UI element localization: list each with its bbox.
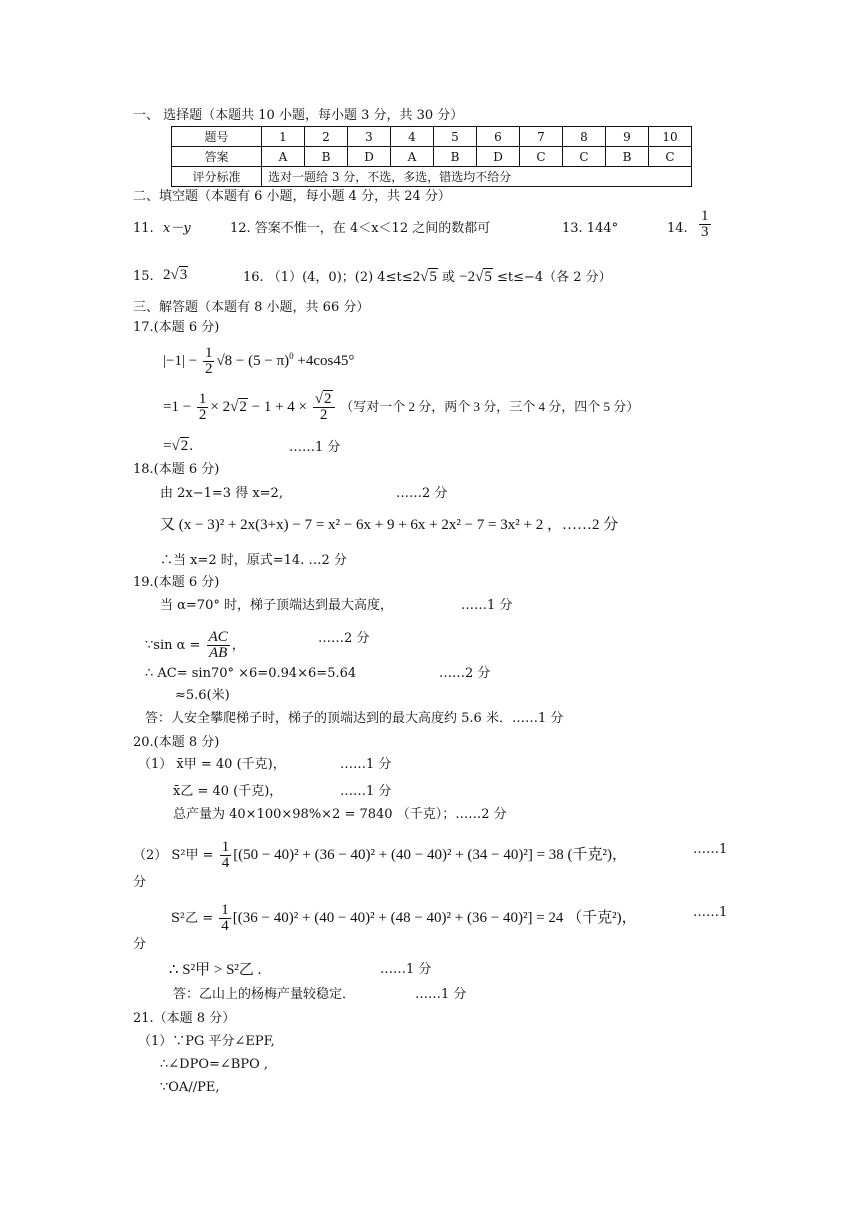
q20-var-yi-expr: [(36 − 40)² + (40 − 40)² + (48 − 40)² + (36 − 40)²] = 24 （千克²)， (232, 910, 637, 926)
q11-answer: x－y (163, 221, 191, 236)
table-cell: D (477, 147, 520, 167)
q20-line4 (133, 840, 627, 871)
section1-heading: 一、 选择题（本题共 10 小题，每小题 3 分，共 30 分） (133, 108, 464, 123)
table-cell: C (520, 147, 563, 167)
q14-number: 14. (667, 221, 688, 236)
q21-line3: ∵OA//PE, (160, 1080, 220, 1095)
q20-answer: 答：乙山上的杨梅产量较稳定． (173, 987, 356, 1002)
table-cell: 3 (348, 127, 391, 147)
q19-line1-score: ……1 分 (461, 598, 513, 613)
table-cell: C (649, 147, 692, 167)
q20-line1-score: ……1 分 (340, 757, 392, 772)
q20-line2-score: ……1 分 (340, 784, 392, 799)
table-cell: B (434, 147, 477, 167)
q17-radicand: 2 (239, 398, 247, 415)
q18-line2: 又 (x − 3)² + 2x(3+x) − 7 = x² − 6x + 9 + 6x + 2x² − 7 = 3x² + 2 ，……2 分 (160, 517, 619, 533)
q17-exponent: 0 (289, 350, 294, 361)
q15-radicand: 3 (179, 267, 188, 283)
q17-line3: =√2. (163, 438, 193, 454)
q16-mid: 或 (441, 270, 455, 285)
q20-line3: 总产量为 40×100×98%×2 = 7840 （千克）；……2 分 (173, 807, 507, 822)
q20-var-jia-expr: [(50 − 40)² + (36 − 40)² + (40 − 40)² + (34 − 40)²] = 38 (千克²)， (233, 847, 628, 863)
q16-a: 2 (412, 269, 421, 285)
table-row (172, 167, 692, 187)
q17-expr: 8 − (5 − π) (224, 352, 290, 369)
q19-line3-score: ……2 分 (439, 666, 491, 681)
table-cell: 4 (391, 127, 434, 147)
q16-prefix: 16. （1）(4，0)；(2) 4≤t≤ (243, 270, 413, 285)
fraction-numerator: 1 (701, 208, 709, 224)
q19-answer: 答：人安全攀爬梯子时，梯子的顶端达到的最大高度约 5.6 米．……1 分 (145, 711, 564, 726)
q19-line4: ≈5.6(米) (175, 688, 230, 703)
q17-abs: |−1| − (163, 352, 198, 369)
section2-heading: 二、填空题（本题有 6 小题，每小题 4 分，共 24 分） (133, 189, 451, 204)
q20-line4-cont: 分 (133, 875, 147, 890)
q16-answer: 16. （1）(4，0)；(2) 4≤t≤2√5 或 −2√5 ≤t≤−4（各 2 分） (243, 269, 612, 285)
q20-line6: ∴ S²甲 > S²乙 . (169, 962, 262, 978)
table-row (172, 127, 692, 147)
q18-title: 18.(本题 6 分) (133, 462, 220, 477)
table-cell: 1 (262, 127, 305, 147)
q20-line1: （1） x̄甲 = 40 (千克)， (138, 757, 286, 772)
q16-suffix: ≤t≤−4（各 2 分） (496, 270, 612, 285)
q20-line6-score: ……1 分 (380, 962, 432, 977)
q19-line2 (145, 630, 245, 661)
table-cell: 9 (606, 127, 649, 147)
fraction-numerator: 2 (324, 391, 332, 407)
q20-line4-score: ……1 (693, 842, 728, 857)
table-cell: A (262, 147, 305, 167)
q18-line1-score: ……2 分 (396, 486, 448, 501)
q20-line2: x̄乙 = 40 (千克)， (173, 784, 283, 799)
q17-step-b: × 2 (210, 398, 231, 415)
table-cell: 5 (434, 127, 477, 147)
table-row (172, 147, 692, 167)
fraction-denominator: 4 (221, 918, 229, 934)
table-cell: 8 (563, 127, 606, 147)
q11-number: 11. (133, 221, 154, 236)
q17-line2: =1 − $\frac{1}{2}$ × 2√2 − 1 + 4 × $\frac{√2}{2}$ （写对一个 2 分，两个 3 分，三个 4 分，四个 5 分） (163, 391, 640, 423)
table-cell: 6 (477, 127, 520, 147)
q19-comma: ， (231, 638, 245, 653)
q19-line3: ∴ AC= sin70° ×6=0.94×6=5.64 (145, 666, 357, 681)
q17-step-c: − 1 + 4 × (247, 398, 308, 415)
q19-sin: ∵sin α = (145, 638, 201, 653)
q20-title: 20.(本题 8 分) (133, 735, 220, 750)
fraction-denominator: 2 (204, 361, 213, 377)
answer-table (171, 126, 692, 187)
q20-line5 (171, 903, 637, 934)
scoring-cell: 选对一题给 3 分，不选，多选，错选均不给分 (262, 167, 692, 187)
q20-answer-score: ……1 分 (415, 987, 467, 1002)
table-cell: B (305, 147, 348, 167)
section3-heading: 三、解答题（本题有 8 小题，共 66 分） (133, 300, 370, 315)
q19-line2-score: ……2 分 (318, 631, 370, 646)
q17-eq: = (163, 438, 172, 454)
fraction-denominator: 3 (701, 224, 709, 240)
row-label: 题号 (172, 127, 262, 147)
table-cell: 7 (520, 127, 563, 147)
q17-title: 17.(本题 6 分) (133, 320, 220, 335)
q17-step-a: =1 − (163, 398, 192, 415)
fraction-numerator: AC (208, 629, 228, 645)
q17-scoring-note: （写对一个 2 分，两个 3 分，三个 4 分，四个 5 分） (340, 398, 640, 414)
fraction-denominator: AB (208, 645, 228, 661)
q16-r1: 5 (429, 269, 437, 285)
q21-title: 21.（本题 8 分） (133, 1011, 236, 1026)
table-cell: B (606, 147, 649, 167)
q21-line1: （1）∵PG 平分∠EPF, (138, 1034, 275, 1049)
table-cell: C (563, 147, 606, 167)
q16-r2: 5 (484, 269, 492, 285)
q17-line1: |−1| − $\frac{1}{2}$ $√8 - (5 - \pi)^0 +4\cos 45^\circ$ (163, 345, 355, 377)
q13-answer: 13. 144° (562, 221, 619, 236)
fraction-denominator: 2 (198, 407, 207, 423)
q18-line3: ∴当 x=2 时，原式=14. …2 分 (160, 553, 347, 568)
fraction-denominator: 4 (221, 855, 230, 871)
fraction-numerator: 1 (221, 902, 229, 918)
q17-score: ……1 分 (289, 440, 341, 455)
table-cell: 10 (649, 127, 692, 147)
q17-cos: +4cos45° (293, 352, 355, 369)
row-label: 评分标准 (172, 167, 262, 187)
q18-line1: 由 2x−1=3 得 x=2, (160, 486, 283, 501)
q20-line5-cont: 分 (133, 937, 147, 952)
q14-fraction (697, 209, 713, 240)
row-label: 答案 (172, 147, 262, 167)
fraction-denominator: 2 (319, 407, 328, 423)
table-cell: 2 (305, 127, 348, 147)
q20-var-jia: （2） S²甲 = (133, 848, 214, 863)
fraction-numerator: 1 (198, 391, 207, 407)
q20-line5-score: ……1 (693, 905, 728, 920)
q20-var-yi: S²乙 = (171, 911, 214, 926)
q17-result: 2 (180, 438, 189, 454)
table-cell: D (348, 147, 391, 167)
q19-title: 19.(本题 6 分) (133, 575, 220, 590)
q17-period: . (189, 438, 193, 454)
q16-b: −2 (459, 269, 476, 285)
q19-line1: 当 α=70° 时，梯子顶端达到最大高度， (160, 598, 393, 613)
q15-number: 15. (133, 269, 154, 284)
q12-answer: 12. 答案不惟一，在 4＜x＜12 之间的数都可 (230, 221, 491, 236)
q15-answer: 2√3 (163, 267, 188, 283)
fraction-numerator: 1 (221, 839, 230, 855)
fraction-numerator: 1 (204, 345, 213, 361)
q15-coef: 2 (163, 267, 171, 283)
table-cell: A (391, 147, 434, 167)
q21-line2: ∴∠DPO=∠BPO , (160, 1057, 268, 1072)
